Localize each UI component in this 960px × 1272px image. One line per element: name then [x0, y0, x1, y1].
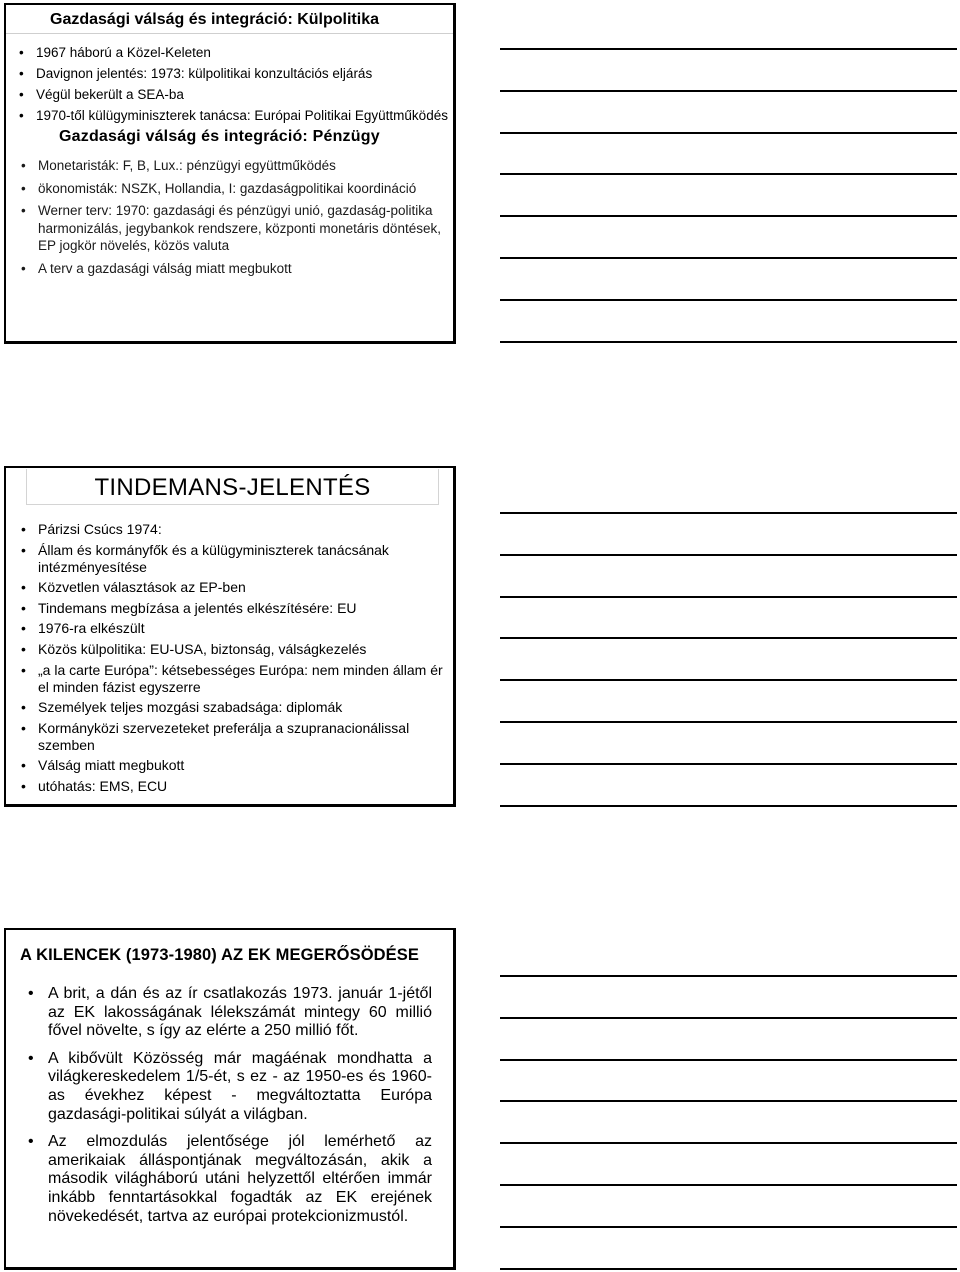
- list-item: • Davignon jelentés: 1973: külpolitikai konzultációs eljárás: [36, 65, 453, 82]
- list-item: • 1976-ra elkészült: [38, 620, 443, 637]
- note-line: [500, 299, 957, 301]
- bullet-list: [38, 521, 443, 799]
- note-line: [500, 90, 957, 92]
- list-item: • „a la carte Európa”: kétsebességes Európa: nem minden állam ér el minden fázist egyszerre: [38, 662, 443, 696]
- list-item: • Párizsi Csúcs 1974:: [38, 521, 443, 538]
- list-item: • Válság miatt megbukott: [38, 757, 443, 774]
- bullet-list: [36, 44, 453, 124]
- note-line: [500, 1100, 957, 1102]
- slide-title: A KILENCEK (1973-1980) AZ EK MEGERŐSÖDÉSE: [20, 946, 419, 964]
- note-line: [500, 48, 957, 50]
- note-line: [500, 173, 957, 175]
- slide-title: TINDEMANS-JELENTÉS: [26, 469, 439, 505]
- note-line: [500, 1184, 957, 1186]
- list-item: • utóhatás: EMS, ECU: [38, 778, 443, 795]
- slide-subtitle: Gazdasági válság és integráció: Pénzügy: [59, 128, 380, 145]
- list-item: • Közös külpolitika: EU-USA, biztonság, válságkezelés: [38, 641, 443, 658]
- note-line: [500, 132, 957, 134]
- bullet-list: [48, 985, 432, 1226]
- note-line: [500, 1226, 957, 1228]
- list-item: • ökonomisták: NSZK, Hollandia, I: gazdaságpolitikai koordináció: [38, 180, 453, 198]
- list-item: • A brit, a dán és az ír csatlakozás 1973. január 1-jétől az EK lakosságának lélekszámát mintegy 60 millió fővel növelte, s így az elérte a 250 millió főt.: [48, 985, 432, 1041]
- slide-tindemans: [4, 466, 456, 807]
- note-line: [500, 1059, 957, 1061]
- list-item: • Tindemans megbízása a jelentés elkészítésére: EU: [38, 600, 443, 617]
- list-item: • Közvetlen választások az EP-ben: [38, 579, 443, 596]
- note-line: [500, 512, 957, 514]
- note-line: [500, 763, 957, 765]
- note-line: [500, 596, 957, 598]
- list-item: • Az elmozdulás jelentősége jól lemérhető az amerikaiak álláspontjának megváltozásán, akik a második világháború utáni helyzettől eltérően immár inkább fenntartásokkal fogadták az EK erejének növekedését, tartva az európai protekcionizmustól.: [48, 1133, 432, 1227]
- note-line: [500, 1268, 957, 1270]
- list-item: • Monetaristák: F, B, Lux.: pénzügyi együttműködés: [38, 157, 453, 175]
- list-item: • Werner terv: 1970: gazdasági és pénzügyi unió, gazdaság-politika harmonizálás, jegybankok rendszere, központi monetáris döntések, EP jogkör növelés, közös valuta: [38, 202, 453, 255]
- note-line: [500, 341, 957, 343]
- slide-title: Gazdasági válság és integráció: Külpolitika: [6, 5, 453, 34]
- note-line: [500, 679, 957, 681]
- list-item: • Személyek teljes mozgási szabadsága: diplomák: [38, 699, 443, 716]
- list-item: • 1970-től külügyminiszterek tanácsa: Európai Politikai Együttműködés: [36, 107, 453, 124]
- slide-kulpolitika: [4, 3, 456, 344]
- slide-kilencek: [4, 928, 456, 1270]
- list-item: • A kibővült Közösség már magáénak mondhatta a világkereskedelem 1/5-ét, s ez - az 1950-es és 1960-as évekhez képest - megváltoztatta Európa gazdasági-politikai súlyát a világban.: [48, 1050, 432, 1125]
- bullet-list: [38, 157, 453, 277]
- note-line: [500, 975, 957, 977]
- list-item: • Állam és kormányfők és a külügyminiszterek tanácsának intézményesítése: [38, 542, 443, 576]
- note-line: [500, 805, 957, 807]
- list-item: • Végül bekerült a SEA-ba: [36, 86, 453, 103]
- list-item: • A terv a gazdasági válság miatt megbukott: [38, 260, 453, 278]
- note-line: [500, 1017, 957, 1019]
- note-line: [500, 554, 957, 556]
- list-item: • Kormányközi szervezeteket preferálja a szupranacionálissal szemben: [38, 720, 443, 754]
- note-line: [500, 257, 957, 259]
- note-line: [500, 215, 957, 217]
- note-line: [500, 721, 957, 723]
- list-item: • 1967 háború a Közel-Keleten: [36, 44, 453, 61]
- note-line: [500, 1142, 957, 1144]
- note-line: [500, 637, 957, 639]
